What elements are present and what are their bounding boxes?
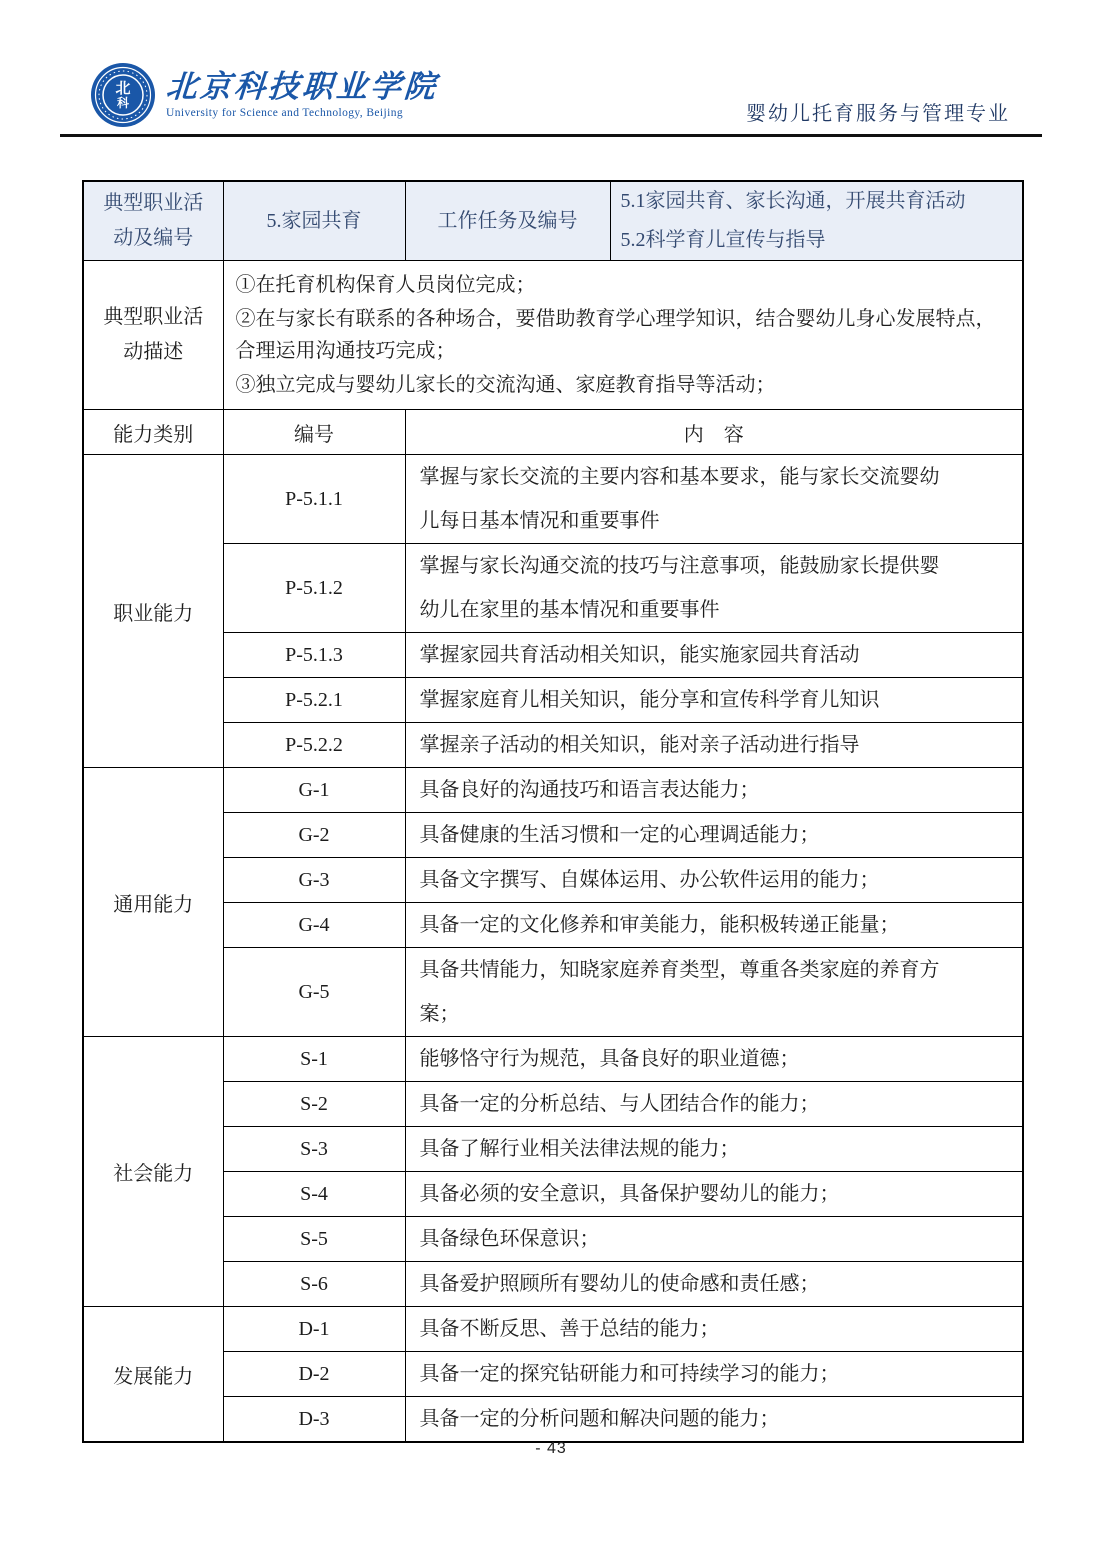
task-label-cell: 工作任务及编号 [405, 181, 610, 261]
table-row [83, 1397, 1023, 1443]
category-cell-social: 社会能力 [83, 1037, 223, 1307]
code-cell: S-6 [223, 1262, 405, 1307]
table-row [83, 1127, 1023, 1172]
content-cell: 具备必须的安全意识，具备保护婴幼儿的能力； [405, 1172, 1023, 1217]
content-cell: 掌握与家长交流的主要内容和基本要求，能与家长交流婴幼儿每日基本情况和重要事件 [405, 455, 1023, 544]
svg-text:科: 科 [116, 96, 130, 110]
code-cell: G-5 [223, 948, 405, 1037]
university-name-cn: 北京科技职业学院 [164, 69, 440, 105]
header-divider [60, 134, 1042, 137]
table-row [83, 1262, 1023, 1307]
program-title: 婴幼儿托育服务与管理专业 [746, 103, 1010, 125]
table-row [83, 1082, 1023, 1127]
code-cell: G-4 [223, 903, 405, 948]
activity-label-cell: 典型职业活动及编号 [83, 181, 223, 261]
code-cell: D-3 [223, 1397, 405, 1443]
code-cell: P-5.2.2 [223, 723, 405, 768]
code-cell: S-5 [223, 1217, 405, 1262]
table-row [83, 1307, 1023, 1352]
university-logo-text [166, 71, 438, 119]
content-cell: 具备良好的沟通技巧和语言表达能力； [405, 768, 1023, 813]
table-row [83, 903, 1023, 948]
content-cell: 掌握家园共育活动相关知识，能实施家园共育活动 [405, 633, 1023, 678]
code-cell: G-2 [223, 813, 405, 858]
table-row-columns [83, 410, 1023, 455]
code-cell: P-5.1.3 [223, 633, 405, 678]
table-row [83, 1217, 1023, 1262]
content-cell: 掌握家庭育儿相关知识，能分享和宣传科学育儿知识 [405, 678, 1023, 723]
code-cell: S-3 [223, 1127, 405, 1172]
code-cell: S-4 [223, 1172, 405, 1217]
content-cell: 具备健康的生活习惯和一定的心理调适能力； [405, 813, 1023, 858]
table-row [83, 948, 1023, 1037]
code-cell: G-1 [223, 768, 405, 813]
code-cell: P-5.2.1 [223, 678, 405, 723]
description-label-cell: 典型职业活动描述 [83, 261, 223, 410]
content-cell: 具备不断反思、善于总结的能力； [405, 1307, 1023, 1352]
category-cell-professional: 职业能力 [83, 455, 223, 768]
code-cell: P-5.1.2 [223, 544, 405, 633]
code-cell: G-3 [223, 858, 405, 903]
content-cell: 具备共情能力，知晓家庭养育类型，尊重各类家庭的养育方案； [405, 948, 1023, 1037]
content-cell: 具备爱护照顾所有婴幼儿的使命感和责任感； [405, 1262, 1023, 1307]
table-row [83, 544, 1023, 633]
description-item: ①在托育机构保育人员岗位完成； [235, 274, 536, 296]
column-header-content: 内 容 [405, 410, 1023, 455]
column-header-category: 能力类别 [83, 410, 223, 455]
table-row-description [83, 261, 1023, 410]
task-list-cell [610, 181, 1023, 261]
capability-table [82, 180, 1024, 1443]
table-row [83, 723, 1023, 768]
content-cell: 具备一定的分析总结、与人团结合作的能力； [405, 1082, 1023, 1127]
content-cell: 具备一定的文化修养和审美能力，能积极转递正能量； [405, 903, 1023, 948]
table-row [83, 455, 1023, 544]
code-cell: P-5.1.1 [223, 455, 405, 544]
content-cell: 具备文字撰写、自媒体运用、办公软件运用的能力； [405, 858, 1023, 903]
description-content-cell [223, 261, 1023, 410]
university-seal-icon [90, 62, 156, 128]
task-item: 5.2科学育儿宣传与指导 [620, 229, 826, 251]
category-cell-development: 发展能力 [83, 1307, 223, 1443]
table-row [83, 1172, 1023, 1217]
table-row [83, 858, 1023, 903]
content-cell: 掌握亲子活动的相关知识，能对亲子活动进行指导 [405, 723, 1023, 768]
content-cell: 具备了解行业相关法律法规的能力； [405, 1127, 1023, 1172]
table-row [83, 813, 1023, 858]
page-footer [0, 1440, 1102, 1458]
content-cell: 具备一定的探究钻研能力和可持续学习的能力； [405, 1352, 1023, 1397]
table-row [83, 678, 1023, 723]
table-row [83, 633, 1023, 678]
description-item: ③独立完成与婴幼儿家长的交流沟通、家庭教育指导等活动； [235, 374, 776, 396]
code-cell: S-1 [223, 1037, 405, 1082]
content-cell: 具备一定的分析问题和解决问题的能力； [405, 1397, 1023, 1443]
column-header-code: 编号 [223, 410, 405, 455]
content-cell: 能够恪守行为规范，具备良好的职业道德； [405, 1037, 1023, 1082]
university-logo [90, 62, 438, 128]
content-cell: 掌握与家长沟通交流的技巧与注意事项，能鼓励家长提供婴幼儿在家里的基本情况和重要事件 [405, 544, 1023, 633]
page-header [0, 0, 1102, 137]
table-row [83, 768, 1023, 813]
table-row [83, 1352, 1023, 1397]
code-cell: D-1 [223, 1307, 405, 1352]
category-cell-general: 通用能力 [83, 768, 223, 1037]
task-item: 5.1家园共育、家长沟通，开展共育活动 [620, 190, 966, 212]
content-cell: 具备绿色环保意识； [405, 1217, 1023, 1262]
code-cell: S-2 [223, 1082, 405, 1127]
description-item: ②在与家长有联系的各种场合，要借助教育学心理学知识，结合婴幼儿身心发展特点，合理运用沟通技巧完成； [235, 308, 996, 362]
code-cell: D-2 [223, 1352, 405, 1397]
table-row-activity [83, 181, 1023, 261]
activity-name-cell: 5.家园共育 [223, 181, 405, 261]
university-name-en: University for Science and Technology, Beijing [166, 106, 404, 119]
page-number: - 43 [535, 1440, 567, 1457]
table-row [83, 1037, 1023, 1082]
svg-text:北: 北 [115, 79, 131, 97]
